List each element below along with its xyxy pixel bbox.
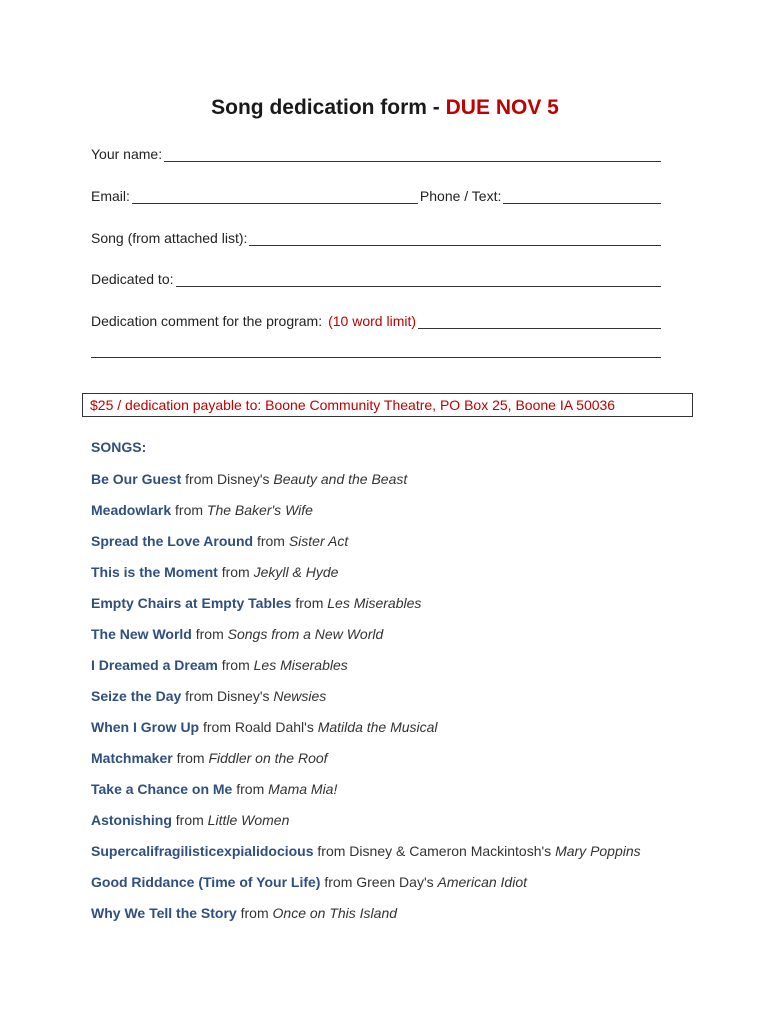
comment-field[interactable] [418,316,661,329]
show-title: Mary Poppins [555,843,641,859]
email-field[interactable] [132,191,418,204]
song-title: Seize the Day [91,688,182,704]
song-title: Why We Tell the Story [91,905,237,921]
song-source: from Disney's [185,471,270,487]
comment-continuation-line[interactable] [91,357,661,358]
name-field[interactable] [164,149,661,162]
song-title: This is the Moment [91,564,218,580]
songs-list [91,470,731,935]
show-title: American Idiot [437,874,527,890]
list-item [91,470,731,501]
show-title: Jekyll & Hyde [253,564,339,580]
show-title: Les Miserables [327,595,422,611]
list-item [91,656,731,687]
email-label: Email: [91,188,130,204]
songs-heading: SONGS: [91,439,147,455]
list-item [91,687,731,718]
list-item [91,811,731,842]
song-title: Astonishing [91,812,172,828]
show-title: Les Miserables [253,657,348,673]
list-item [91,749,731,780]
payment-note: $25 / dedication payable to: Boone Community Theatre, PO Box 25, Boone IA 50036 [82,393,693,417]
contact-field-row [91,188,661,204]
song-title: Matchmaker [91,750,173,766]
name-label: Your name: [91,146,163,162]
song-source: from Roald Dahl's [203,719,314,735]
list-item [91,563,731,594]
word-limit-note: (10 word limit) [328,313,417,329]
song-title: Spread the Love Around [91,533,254,549]
show-title: Little Women [207,812,290,828]
song-source: from [176,750,205,766]
list-item [91,904,731,935]
comment-field-row [91,313,661,329]
list-item [91,780,731,811]
song-source: from Green Day's [324,874,434,890]
list-item [91,501,731,532]
list-item [91,532,731,563]
dedicated-label: Dedicated to: [91,271,174,287]
song-field[interactable] [249,233,661,246]
song-title: Good Riddance (Time of Your Life) [91,874,321,890]
show-title: Mama Mia! [268,781,338,797]
list-item [91,625,731,656]
song-source: from [175,502,204,518]
list-item [91,873,731,904]
song-source: from [240,905,269,921]
comment-label: Dedication comment for the program: [91,313,323,329]
song-source: from Disney's [185,688,270,704]
dedicated-field-row [91,271,661,287]
song-source: from [295,595,324,611]
show-title: Songs from a New World [227,626,384,642]
song-title: Be Our Guest [91,471,182,487]
show-title: Matilda the Musical [317,719,438,735]
list-item [91,842,731,873]
title-text: Song dedication form - [211,96,446,119]
page-title [0,96,770,120]
song-source: from Disney & Cameron Mackintosh's [317,843,552,859]
show-title: The Baker's Wife [206,502,313,518]
song-source: from [236,781,265,797]
show-title: Fiddler on the Roof [208,750,328,766]
song-title: Take a Chance on Me [91,781,233,797]
song-source: from [221,564,250,580]
song-title: I Dreamed a Dream [91,657,218,673]
song-field-row [91,230,661,246]
show-title: Newsies [273,688,327,704]
dedicated-field[interactable] [176,274,662,287]
song-label: Song (from attached list): [91,230,248,246]
name-field-row [91,146,661,162]
show-title: Beauty and the Beast [273,471,408,487]
song-source: from [195,626,224,642]
song-title: Meadowlark [91,502,172,518]
list-item [91,594,731,625]
show-title: Once on This Island [272,905,398,921]
show-title: Sister Act [288,533,349,549]
phone-field[interactable] [503,191,661,204]
phone-label: Phone / Text: [419,188,502,204]
list-item [91,718,731,749]
song-title: When I Grow Up [91,719,200,735]
song-source: from [221,657,250,673]
song-source: from [175,812,204,828]
song-source: from [256,533,285,549]
song-title: Supercalifragilisticexpialidocious [91,843,314,859]
song-title: Empty Chairs at Empty Tables [91,595,292,611]
song-title: The New World [91,626,192,642]
due-date: DUE NOV 5 [445,96,559,119]
